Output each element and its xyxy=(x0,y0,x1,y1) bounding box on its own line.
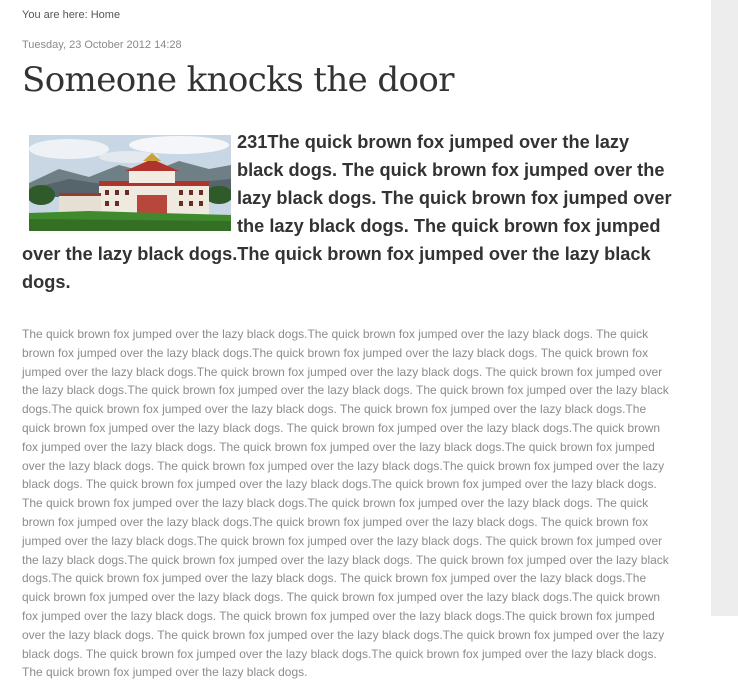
article-date: Tuesday, 23 October 2012 14:28 xyxy=(22,39,182,51)
monastery-photo-icon xyxy=(29,135,231,231)
article-title: Someone knocks the door xyxy=(22,60,454,100)
article-lead xyxy=(22,128,672,296)
monastery-photo xyxy=(29,135,231,231)
breadcrumb-home-link[interactable]: Home xyxy=(90,9,121,21)
breadcrumb xyxy=(22,9,120,21)
breadcrumb-prefix: You are here: xyxy=(22,9,88,21)
article-body: The quick brown fox jumped over the lazy black dogs.The quick brown fox jumped over the lazy black dogs. The quick brown fox jumped over the lazy black dogs.The quick brown fox jumped over the lazy black dogs. The quick brown fox jumped over the lazy black dogs.The quick brown fox jumped over the lazy black dogs. The quick brown fox jumped over the lazy black dogs.The quick brown fox jumped over the lazy black dogs. The quick brown fox jumped over the lazy black dogs.The quick brown fox jumped over the lazy black dogs. The quick brown fox jumped over the lazy black dogs.The quick brown fox jumped over the lazy black dogs. The quick brown fox jumped over the lazy black dogs.The quick brown fox jumped over the lazy black dogs. The quick brown fox jumped over the lazy black dogs.The quick brown fox jumped over the lazy black dogs. The quick brown fox jumped over the lazy black dogs.The quick brown fox jumped over the lazy black dogs. The quick brown fox jumped over the lazy black dogs.The quick brown fox jumped over the lazy black dogs. The quick brown fox jumped over the lazy black dogs.The quick brown fox jumped over the lazy black dogs. The quick brown fox jumped over the lazy black dogs.The quick brown fox jumped over the lazy black dogs. The quick brown fox jumped over the lazy black dogs.The quick brown fox jumped over the lazy black dogs. The quick brown fox jumped over the lazy black dogs.The quick brown fox jumped over the lazy black dogs. The quick brown fox jumped over the lazy black dogs.The quick brown fox jumped over the lazy black dogs. The quick brown fox jumped over the lazy black dogs.The quick brown fox jumped over the lazy black dogs. The quick brown fox jumped over the lazy black dogs.The quick brown fox jumped over the lazy black dogs. The quick brown fox jumped over the lazy black dogs.The quick brown fox jumped over the lazy black dogs. The quick brown fox jumped over the lazy black dogs.The quick brown fox jumped over the lazy black dogs. The quick brown fox jumped over the lazy black dogs.The quick brown fox jumped over the lazy black dogs. The quick brown fox jumped over the lazy black dogs. xyxy=(22,327,669,680)
article-lead-text: 231The quick brown fox jumped over the lazy black dogs. The quick brown fox jumped over the lazy black dogs. The quick brown fox jumped over the lazy black dogs. The quick brown fox jumped over the lazy black dogs.The quick brown fox jumped over the lazy black dogs. xyxy=(22,132,672,292)
right-gutter xyxy=(711,0,738,616)
